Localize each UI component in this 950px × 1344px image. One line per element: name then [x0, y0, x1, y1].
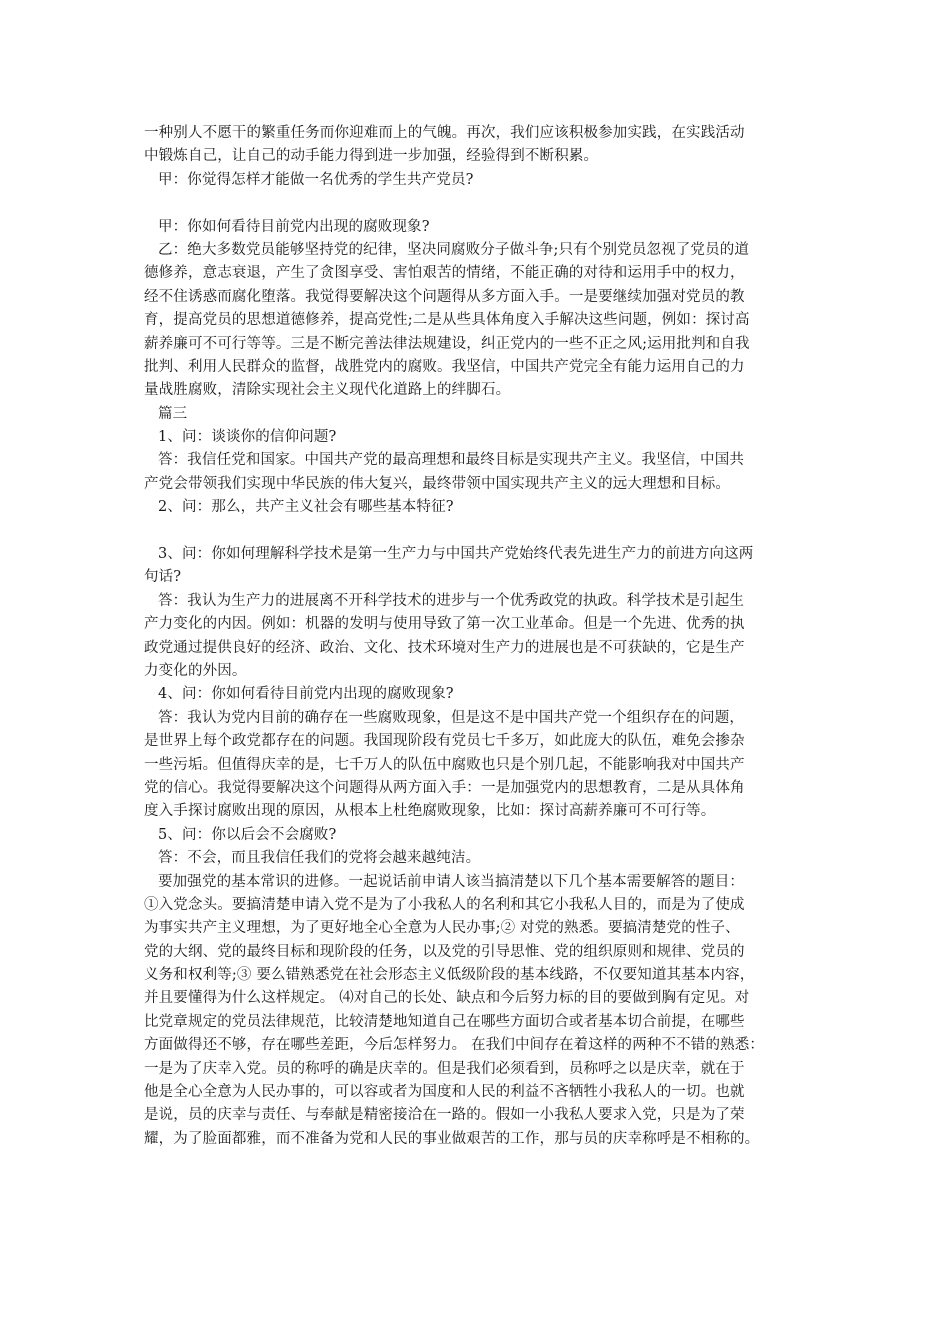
body-line: 产力变化的内因。例如：机器的发明与使用导致了第一次工业革命。但是一个先进、优秀的执: [144, 616, 745, 633]
body-line: 义务和权利等;③ 要么错熟悉党在社会形态主义低级阶段的基本线路，不仅要知道其基本内容，: [144, 967, 755, 984]
body-line: 德修养，意志衰退，产生了贪图享受、害怕艰苦的情绪，不能正确的对待和运用手中的权力，: [144, 265, 745, 282]
question-line: 甲：你如何看待目前党内出现的腐败现象?: [158, 218, 430, 235]
question-line: 2、问：那么，共产主义社会有哪些基本特征?: [158, 499, 454, 516]
body-line: 力变化的外因。: [144, 662, 247, 679]
question-line: 4、问：你如何看待目前党内出现的腐败现象?: [158, 686, 454, 703]
body-line: 是世界上每个政党都存在的问题。我国现阶段有党员七千多万，如此庞大的队伍，难免会掺杂: [144, 733, 745, 750]
paragraph-start: 要加强党的基本常识的进修。一起说话前申请人该当搞清楚以下几个基本需要解答的题目：: [158, 873, 744, 890]
body-line: 产党会带领我们实现中华民族的伟大复兴，最终带领中国实现共产主义的远大理想和目标。: [144, 475, 730, 492]
answer-line: 答：不会，而且我信任我们的党将会越来越纯洁。: [158, 850, 481, 867]
body-line: 一是为了庆幸入党。员的称呼的确是庆幸的。但是我们必须看到，员称呼之以是庆幸，就在于: [144, 1060, 745, 1077]
question-line: 1、问：谈谈你的信仰问题?: [158, 429, 337, 446]
body-line: ①入党念头。要搞清楚申请入党不是为了小我私人的名利和其它小我私人目的，而是为了使成: [144, 896, 745, 913]
body-line: 经不住诱惑而腐化堕落。我觉得要解决这个问题得从多方面入手。一是要继续加强对党员的教: [144, 288, 745, 305]
answer-line: 答：我信任党和国家。中国共产党的最高理想和最终目标是实现共产主义。我坚信，中国共: [158, 452, 744, 469]
section-heading: 篇三: [158, 405, 188, 422]
body-line: 中锻炼自己，让自己的动手能力得到进一步加强，经验得到不断积累。: [144, 148, 599, 165]
body-line: 为事实共产主义理想，为了更好地全心全意为人民办事;② 对党的熟悉。要搞清楚党的性子、: [144, 920, 740, 937]
body-line: 批判、利用人民群众的监督，战胜党内的腐败。我坚信，中国共产党完全有能力运用自己的力: [144, 358, 745, 375]
question-line: 5、问：你以后会不会腐败?: [158, 826, 337, 843]
body-line: 党的大纲、党的最终目标和现阶段的任务，以及党的引导思惟、党的组织原则和规律、党员的: [144, 943, 745, 960]
body-line: 度入手探讨腐败出现的原因，从根本上杜绝腐败现象，比如：探讨高薪养廉可不可行等。: [144, 803, 716, 820]
body-line: 句话?: [144, 569, 182, 586]
body-line: 量战胜腐败，清除实现社会主义现代化道路上的绊脚石。: [144, 382, 511, 399]
body-line: 育，提高党员的思想道德修养，提高党性;二是从些具体角度入手解决这些问题，例如：探讨高: [144, 312, 750, 329]
body-line: 他是全心全意为人民办事的，可以容或者为国度和人民的利益不吝牺牲小我私人的一切。也就: [144, 1084, 745, 1101]
question-line: 甲：你觉得怎样才能做一名优秀的学生共产党员?: [158, 171, 474, 188]
answer-line: 答：我认为生产力的进展离不开科学技术的进步与一个优秀政党的执政。科学技术是引起生: [158, 592, 744, 609]
body-line: 一些污垢。但值得庆幸的是，七千万人的队伍中腐败也只是个别几起，不能影响我对中国共产: [144, 756, 745, 773]
body-line: 薪养廉可不可行等等。三是不断完善法律法规建设，纠正党内的一些不正之风;运用批判和自我: [144, 335, 750, 352]
answer-line: 乙：绝大多数党员能够坚持党的纪律，坚决同腐败分子做斗争;只有个别党员忽视了党员的道: [158, 241, 750, 258]
question-line: 3、问：你如何理解科学技术是第一生产力与中国共产党始终代表先进生产力的前进方向这两: [158, 546, 754, 563]
body-line: 耀，为了脸面都雅，而不准备为党和人民的事业做艰苦的工作，那与员的庆幸称呼是不相称的。: [144, 1130, 760, 1147]
body-line: 一种别人不愿干的繁重任务而你迎难而上的气魄。再次，我们应该积极参加实践，在实践活动: [144, 125, 745, 141]
blank-line: [144, 192, 820, 215]
body-line: 比党章规定的党员法律规范，比较清楚地知道自己在哪些方面切合或者基本切合前提，在哪些: [144, 1013, 745, 1030]
blank-line: [144, 520, 820, 543]
body-line: 方面做得还不够，存在哪些差距，今后怎样努力。 在我们中间存在着这样的两种不不错的熟悉：: [144, 1037, 765, 1054]
body-line: 党的信心。我觉得要解决这个问题得从两方面入手：一是加强党内的思想教育，二是从具体角: [144, 779, 745, 796]
body-line: 是说，员的庆幸与责任、与奉献是精密接洽在一路的。假如一小我私人要求入党，只是为了荣: [144, 1107, 745, 1124]
body-line: 并且要懂得为什么这样规定。 ⑷对自己的长处、缺点和今后努力标的目的要做到胸有定见。对: [144, 990, 750, 1007]
document-body: [144, 122, 820, 1151]
answer-line: 答：我认为党内目前的确存在一些腐败现象，但是这不是中国共产党一个组织存在的问题，: [158, 709, 744, 726]
body-line: 政党通过提供良好的经济、政治、文化、技术环境对生产力的进展也是不可获缺的，它是生产: [144, 639, 745, 656]
